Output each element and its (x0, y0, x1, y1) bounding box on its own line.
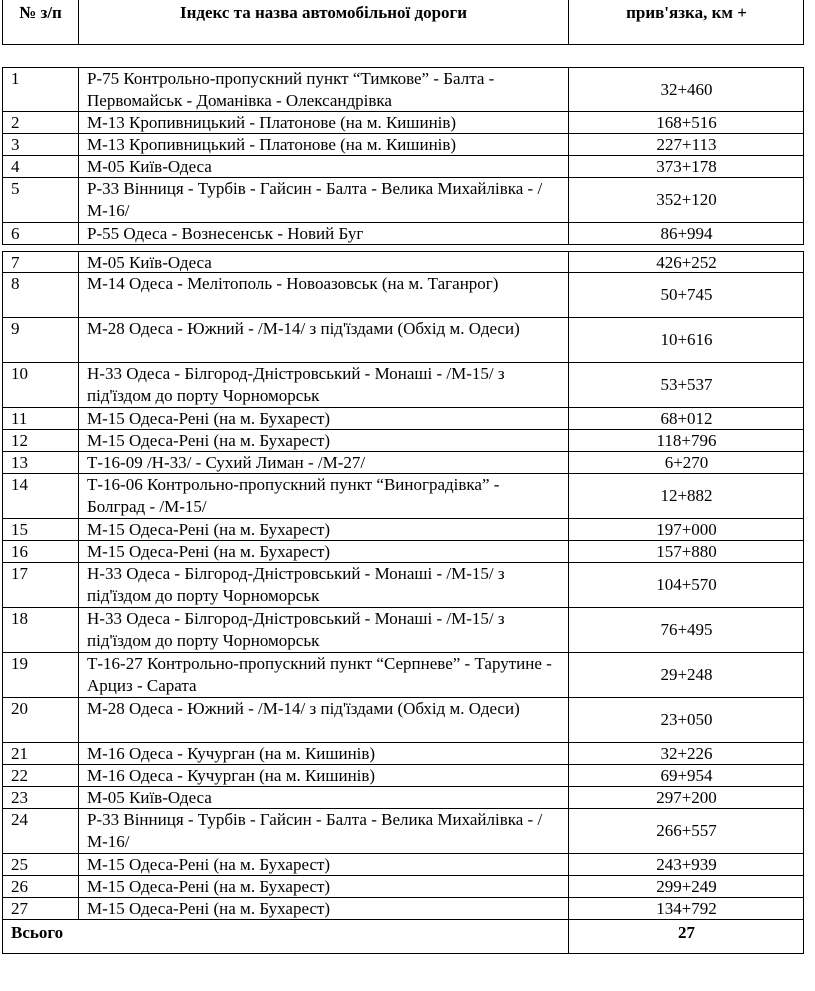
header-spacer (2, 45, 804, 67)
km-reference: 10+616 (660, 330, 713, 349)
km-reference: 53+537 (660, 375, 713, 394)
row-number: 26 (3, 876, 79, 897)
road-name: М-15 Одеса-Рені (на м. Бухарест) (79, 876, 569, 897)
row-number: 17 (3, 563, 79, 607)
km-reference: 157+880 (656, 542, 717, 561)
km-reference: 266+557 (656, 821, 717, 840)
table-row (2, 112, 804, 134)
table-row (2, 318, 804, 363)
table-row (2, 408, 804, 430)
table-row (2, 223, 804, 245)
table-row (2, 608, 804, 653)
row-number: 11 (3, 408, 79, 429)
road-name: М-13 Кропивницький - Платонове (на м. Кишинів) (79, 112, 569, 133)
row-number: 24 (3, 809, 79, 853)
road-name: М-05 Київ-Одеса (79, 156, 569, 177)
row-number: 10 (3, 363, 79, 407)
road-name: М-13 Кропивницький - Платонове (на м. Кишинів) (79, 134, 569, 155)
road-name: М-15 Одеса-Рені (на м. Бухарест) (79, 898, 569, 919)
roads-table (2, 0, 804, 954)
row-number: 18 (3, 608, 79, 652)
header-road-name: Індекс та назва автомобільної дороги (79, 0, 569, 44)
table-row (2, 876, 804, 898)
table-row (2, 67, 804, 112)
road-name: Т-16-06 Контрольно-пропускний пункт “Виноградівка” - Болград - /М-15/ (79, 474, 569, 518)
table-row (2, 156, 804, 178)
km-reference: 29+248 (660, 665, 713, 684)
row-number: 9 (3, 318, 79, 362)
km-reference: 50+745 (660, 285, 713, 304)
row-number: 4 (3, 156, 79, 177)
row-number: 14 (3, 474, 79, 518)
road-name: М-15 Одеса-Рені (на м. Бухарест) (79, 408, 569, 429)
table-row (2, 452, 804, 474)
row-number: 12 (3, 430, 79, 451)
row-number: 22 (3, 765, 79, 786)
row-number: 23 (3, 787, 79, 808)
table-row (2, 787, 804, 809)
road-name: Р-33 Вінниця - Турбів - Гайсин - Балта - Велика Михайлівка - /М-16/ (79, 809, 569, 853)
row-number: 7 (3, 252, 79, 272)
km-reference: 168+516 (656, 113, 717, 132)
table-row (2, 134, 804, 156)
road-name: М-14 Одеса - Мелітополь - Новоазовськ (на м. Таганрог) (79, 273, 569, 317)
table-row (2, 251, 804, 273)
row-number: 16 (3, 541, 79, 562)
km-reference: 68+012 (660, 409, 713, 428)
road-name: Н-33 Одеса - Білгород-Дністровський - Монаші - /М-15/ з під'їздом до порту Чорноморськ (79, 563, 569, 607)
km-reference: 32+460 (660, 79, 713, 99)
km-reference: 23+050 (660, 710, 713, 729)
road-name: М-28 Одеса - Южний - /М-14/ з під'їздами (Обхід м. Одеси) (79, 318, 569, 362)
total-label: Всього (3, 920, 569, 953)
row-number: 3 (3, 134, 79, 155)
table-row (2, 474, 804, 519)
table-row (2, 541, 804, 563)
road-name: М-15 Одеса-Рені (на м. Бухарест) (79, 430, 569, 451)
km-reference: 12+882 (660, 486, 713, 505)
road-name: М-15 Одеса-Рені (на м. Бухарест) (79, 854, 569, 875)
road-name: М-16 Одеса - Кучурган (на м. Кишинів) (79, 765, 569, 786)
row-number: 8 (3, 273, 79, 317)
table-row (2, 430, 804, 452)
table-row (2, 854, 804, 876)
km-reference: 118+796 (656, 431, 717, 450)
row-number: 13 (3, 452, 79, 473)
km-reference: 197+000 (656, 520, 717, 539)
km-reference: 373+178 (656, 157, 717, 176)
header-km: прив'язка, км + (626, 3, 747, 22)
km-reference: 134+792 (656, 899, 717, 918)
road-name: Н-33 Одеса - Білгород-Дністровський - Монаші - /М-15/ з під'їздом до порту Чорноморськ (79, 608, 569, 652)
table-row (2, 898, 804, 920)
km-reference: 69+954 (660, 766, 713, 785)
km-reference: 299+249 (656, 877, 717, 896)
road-name: М-05 Київ-Одеса (79, 252, 569, 272)
road-name: М-15 Одеса-Рені (на м. Бухарест) (79, 519, 569, 540)
total-value: 27 (678, 923, 695, 942)
table-row (2, 743, 804, 765)
table-row (2, 563, 804, 608)
km-reference: 227+113 (656, 135, 717, 154)
km-reference: 86+994 (660, 224, 713, 243)
table-header (2, 0, 804, 45)
row-number: 20 (3, 698, 79, 742)
table-row (2, 363, 804, 408)
table-body (2, 67, 804, 920)
table-row (2, 698, 804, 743)
km-reference: 104+570 (656, 575, 717, 594)
row-number: 6 (3, 223, 79, 244)
road-name: Н-33 Одеса - Білгород-Дністровський - Монаші - /М-15/ з під'їздом до порту Чорноморськ (79, 363, 569, 407)
km-reference: 76+495 (660, 620, 713, 639)
km-reference: 297+200 (656, 788, 717, 807)
table-row (2, 178, 804, 223)
row-number: 25 (3, 854, 79, 875)
row-number: 19 (3, 653, 79, 697)
table-row (2, 519, 804, 541)
km-reference: 32+226 (660, 744, 713, 763)
road-name: Р-55 Одеса - Вознесенськ - Новий Буг (79, 223, 569, 244)
row-number: 5 (3, 178, 79, 222)
header-number: № з/п (3, 0, 79, 44)
road-name: М-16 Одеса - Кучурган (на м. Кишинів) (79, 743, 569, 764)
row-number: 2 (3, 112, 79, 133)
road-name: Р-75 Контрольно-пропускний пункт “Тимкове” - Балта - Первомайськ - Доманівка - Олександрівка (79, 68, 569, 111)
row-number: 27 (3, 898, 79, 919)
km-reference: 6+270 (664, 453, 709, 472)
table-row (2, 809, 804, 854)
road-name: Р-33 Вінниця - Турбів - Гайсин - Балта - Велика Михайлівка - /М-16/ (79, 178, 569, 222)
km-reference: 243+939 (656, 855, 717, 874)
road-name: Т-16-09 /Н-33/ - Сухий Лиман - /М-27/ (79, 452, 569, 473)
total-row (2, 920, 804, 954)
table-row (2, 273, 804, 318)
road-name: М-15 Одеса-Рені (на м. Бухарест) (79, 541, 569, 562)
km-reference: 352+120 (656, 190, 717, 209)
road-name: Т-16-27 Контрольно-пропускний пункт “Серпневе” - Тарутине - Арциз - Сарата (79, 653, 569, 697)
row-number: 21 (3, 743, 79, 764)
table-row (2, 765, 804, 787)
table-row (2, 653, 804, 698)
row-number: 1 (3, 68, 79, 111)
road-name: М-05 Київ-Одеса (79, 787, 569, 808)
road-name: М-28 Одеса - Южний - /М-14/ з під'їздами (Обхід м. Одеси) (79, 698, 569, 742)
km-reference: 426+252 (656, 252, 717, 272)
row-number: 15 (3, 519, 79, 540)
